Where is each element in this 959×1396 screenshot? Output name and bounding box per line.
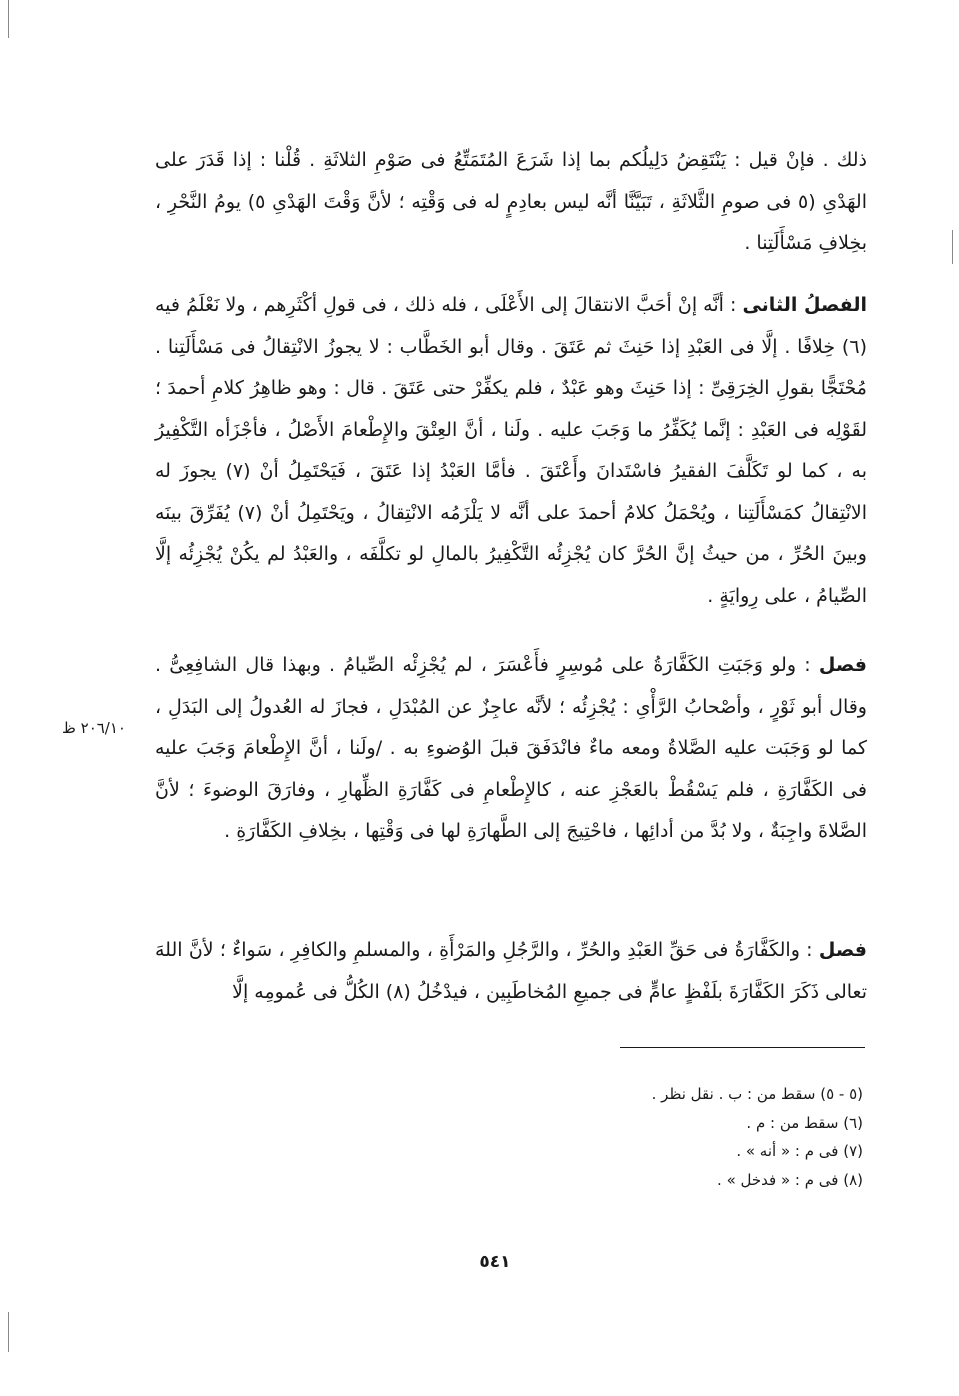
scan-edge-mark <box>952 230 953 264</box>
margin-folio-note: ٢٠٦/١٠ ظ <box>62 719 126 737</box>
footnote-divider <box>620 1047 865 1048</box>
footnote: (٦) سقط من : م . <box>746 1113 863 1132</box>
paragraph-text: ذلك . فإنْ قيل : يَنْتَقِضُ دَلِيلُكم بما إذا شَرَعَ المُتَمَتِّعُ فى صَوْمِ الثلاثَةِ . قُلْنا : إذا قَدَرَ على الهَدْىِ (٥ فى صومِ الثَّلاثَةِ ، تَبَيَّنَّا أنَّه ليس بعادِمٍ له فى وَقْتِه ؛ لأنَّ وَقْتَ الهَدْىِ ٥) يومُ النَّحْرِ ، بخِلافِ مَسْأَلَتِنا . <box>155 149 867 254</box>
paragraph-heading: فصل <box>818 939 867 961</box>
paragraph-heading: الفصلُ الثانى <box>742 294 867 316</box>
paragraph-section-insolvent <box>155 645 867 853</box>
paragraph-continuation <box>155 140 867 265</box>
page-number: ٥٤١ <box>479 1252 511 1272</box>
paragraph-text: : أنَّه إنْ أحَبَّ الانتقالَ إلى الأَعْلَى ، فله ذلك ، فى قولِ أكْثَرِهم ، ولا نَعْلَمُ فيه (٦) خِلافًا . إلَّا فى العَبْدِ إذا حَنِثَ ثم عَتَقَ . وقال أبو الخَطَّاب : لا يجوزُ الانْتِقالُ فى مَسْأَلَتِنا . مُحْتَجًّا بقولِ الخِرَقِىِّ : إذا حَنِثَ وهو عَبْدٌ ، فلم يكفِّرْ حتى عَتَقَ . قال : وهو ظاهِرُ كلامِ أحمدَ ؛ لقَوْلِه فى العَبْدِ : إنَّما يُكَفِّرُ ما وَجَبَ عليه . ولَنا ، أنَّ العِتْقَ والإِطْعامَ الأَصْلُ ، فأجْزَأه التَّكْفِيرُ به ، كما لو تَكَلَّفَ الفقيرُ فاسْتَدانَ وأَعْتَقَ . فأمَّا العَبْدُ إذا عَتَقَ ، فَيَحْتَمِلُ أنْ (٧) يجوزَ له الانْتِقالُ كمَسْأَلَتِنا ، ويُحْمَلُ كلامُ أحمدَ على أنَّه لا يَلْزَمُه الانْتِقالُ ، ويَحْتَمِلُ أنْ (٧) يُفَرِّقَ بينَه وبينَ الحُرِّ ، من حيثُ إنَّ الحُرَّ كان يُجْزِئُه التَّكْفِيرُ بالمالِ لو تكلَّفَه ، والعَبْدُ لم يكُنْ يُجْزِئُه إلَّا الصِّيامُ ، على رِوايَةٍ . <box>155 294 867 607</box>
footnotes <box>363 1080 863 1194</box>
paragraph-text: : ولو وَجَبَتِ الكَفَّارَةُ على مُوسِرٍ فأَعْسَرَ ، لم يُجْزِئْه الصِّيامُ . وبهذا قال الشافِعِىُّ . وقال أبو ثَوْرٍ ، وأصْحابُ الرَّأْىِ : يُجْزِئُه ؛ لأنَّه عاجِزٌ عن المُبْدَلِ ، فجازَ له العُدولُ إلى البَدَلِ ، كما لو وَجَبَت عليه الصَّلاةُ ومعه ماءٌ فانْدَفَقَ قبلَ الوُضوءِ به . /ولَنا ، أنَّ الإِطْعامَ وَجَبَ عليه فى الكَفَّارَةِ ، فلم يَسْقُطْ بالعَجْزِ عنه ، كالإِطْعامِ فى كَفَّارَةِ الظِّهارِ ، وفارَقَ الوضوءَ ؛ لأنَّ الصَّلاةَ واجِبَةٌ ، ولا بُدَّ من أدائِها ، فاحْتِيجَ إلى الطَّهارَةِ لها فى وَقْتِها ، بخِلافِ الكَفَّارَةِ . <box>155 654 867 842</box>
scan-edge-mark <box>8 1312 9 1352</box>
paragraph-text: : والكَفَّارَةُ فى حَقِّ العَبْدِ والحُرِّ ، والرَّجُلِ والمَرْأَةِ ، والمسلمِ والكافِرِ ، سَواءٌ ؛ لأنَّ اللهَ تعالى ذَكَرَ الكَفَّارَةَ بلَفْظٍ عامٍّ فى جميعِ المُخاطَبِين ، فيدْخُلُ (٨) الكُلُّ فى عُمومِه إلَّا <box>155 939 867 1003</box>
scan-edge-mark <box>8 0 9 38</box>
footnote: (٨) فى م : « فدخل » . <box>717 1170 863 1189</box>
paragraph-second-section <box>155 285 867 617</box>
footnote: (٥ - ٥) سقط من : ب . نقل نظر . <box>651 1085 863 1103</box>
footnote: (٧) فى م : « أنه » . <box>736 1142 863 1160</box>
paragraph-heading: فصل <box>818 654 867 676</box>
paragraph-section-equality <box>155 930 867 1013</box>
